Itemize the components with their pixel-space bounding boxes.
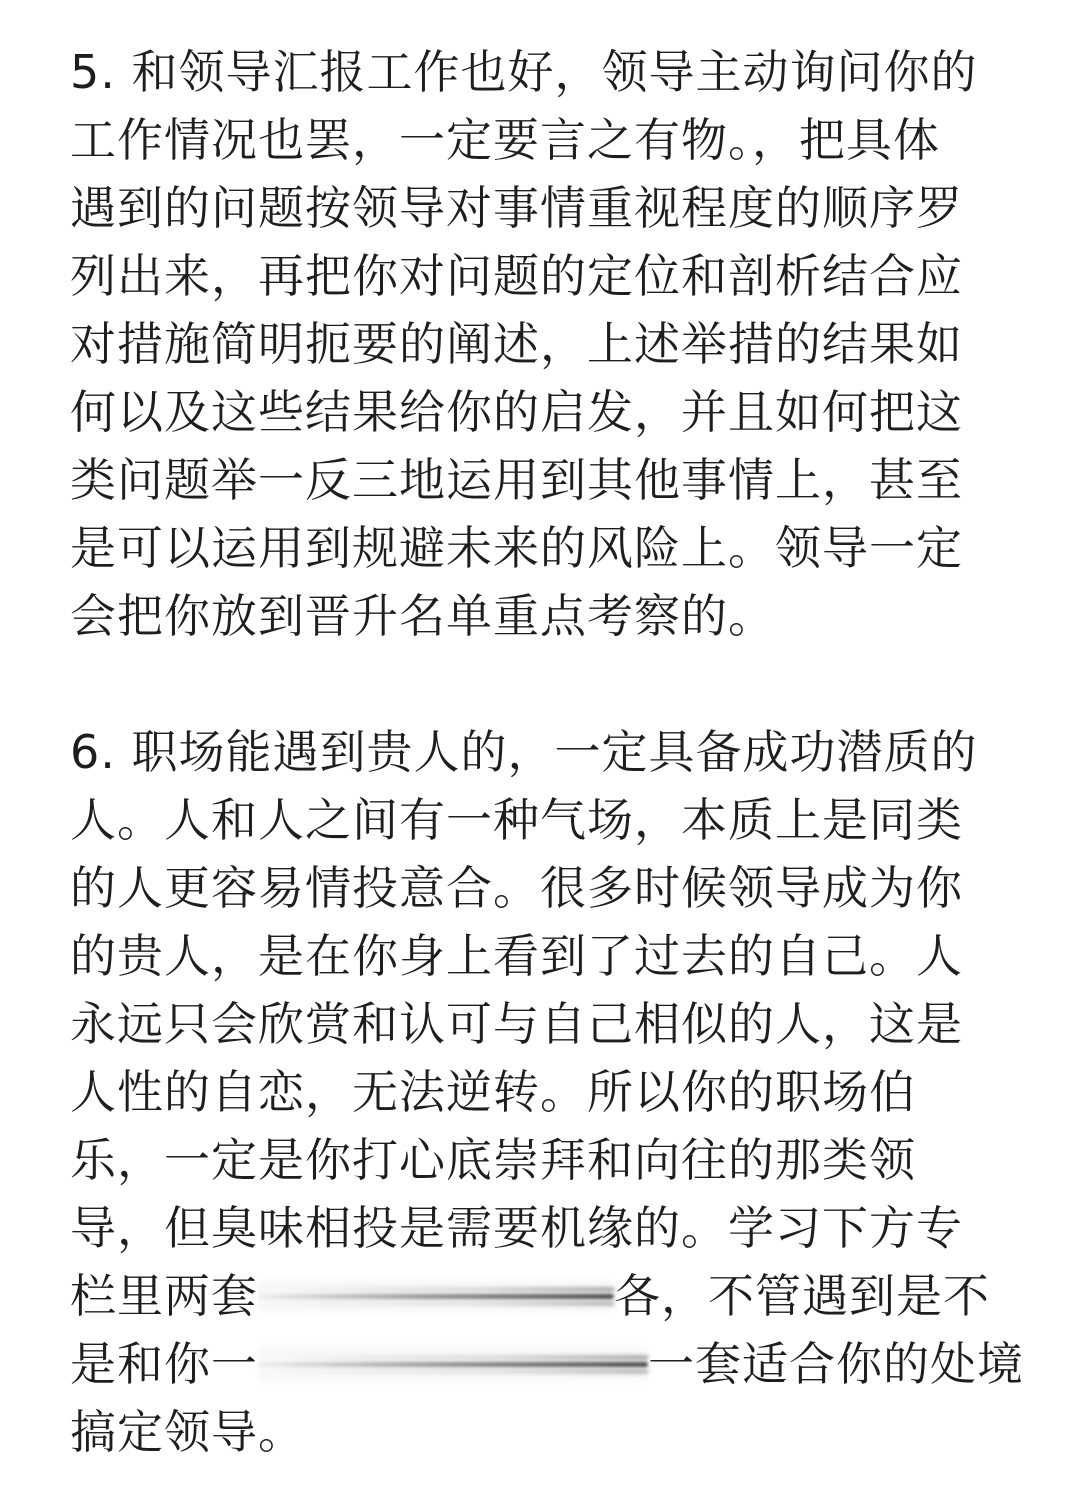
paragraph-line: 类问题举一反三地运用到其他事情上，甚至 [70,453,963,507]
paragraph-line: 5. 和领导汇报工作也好，领导主动询问你的 [70,45,978,99]
paragraph-line: 何以及这些结果给你的启发，并且如何把这 [70,385,963,439]
paragraph-line: 工作情况也罢，一定要言之有物。，把具体 [70,113,940,167]
paragraph-line: 永远只会欣赏和认可与自己相似的人，这是 [70,997,963,1051]
paragraph-line: 会把你放到晋升名单重点考察的。 [70,589,775,643]
paragraph-line: 搞定领导。 [70,1405,305,1459]
text-fragment: 一套适合你的处境 [648,1337,1024,1391]
paragraph-line: 乐，一定是你打心底崇拜和向往的那类领 [70,1133,916,1187]
paragraph-line: 人性的自恋，无法逆转。所以你的职场伯 [70,1065,916,1119]
paragraph-line: 6. 职场能遇到贵人的，一定具备成功潜质的 [70,725,978,779]
paragraph-line: 对措施简明扼要的阐述，上述举措的结果如 [70,317,963,371]
paragraph-line-redacted [70,1262,1010,1330]
text-fragment: 是和你一 [70,1337,258,1391]
paragraph-line: 的贵人，是在你身上看到了过去的自己。人 [70,929,963,983]
paragraph-5 [70,38,1010,650]
paragraph-6 [70,718,1024,1466]
paragraph-line-redacted [70,1330,1024,1398]
paragraph-line: 列出来，再把你对问题的定位和剖析结合应 [70,249,963,303]
text-fragment: 栏里两套 [70,1269,258,1323]
blurred-redaction [258,1330,648,1398]
blurred-redaction [258,1262,614,1330]
paragraph-line: 是可以运用到规避未来的风险上。领导一定 [70,521,963,575]
text-fragment: 各，不管遇到是不 [614,1269,990,1323]
paragraph-line: 遇到的问题按领导对事情重视程度的顺序罗 [70,181,963,235]
paragraph-line: 人。人和人之间有一种气场，本质上是同类 [70,793,963,847]
paragraph-line: 导，但臭味相投是需要机缘的。学习下方专 [70,1201,963,1255]
paragraph-line: 的人更容易情投意合。很多时候领导成为你 [70,861,963,915]
